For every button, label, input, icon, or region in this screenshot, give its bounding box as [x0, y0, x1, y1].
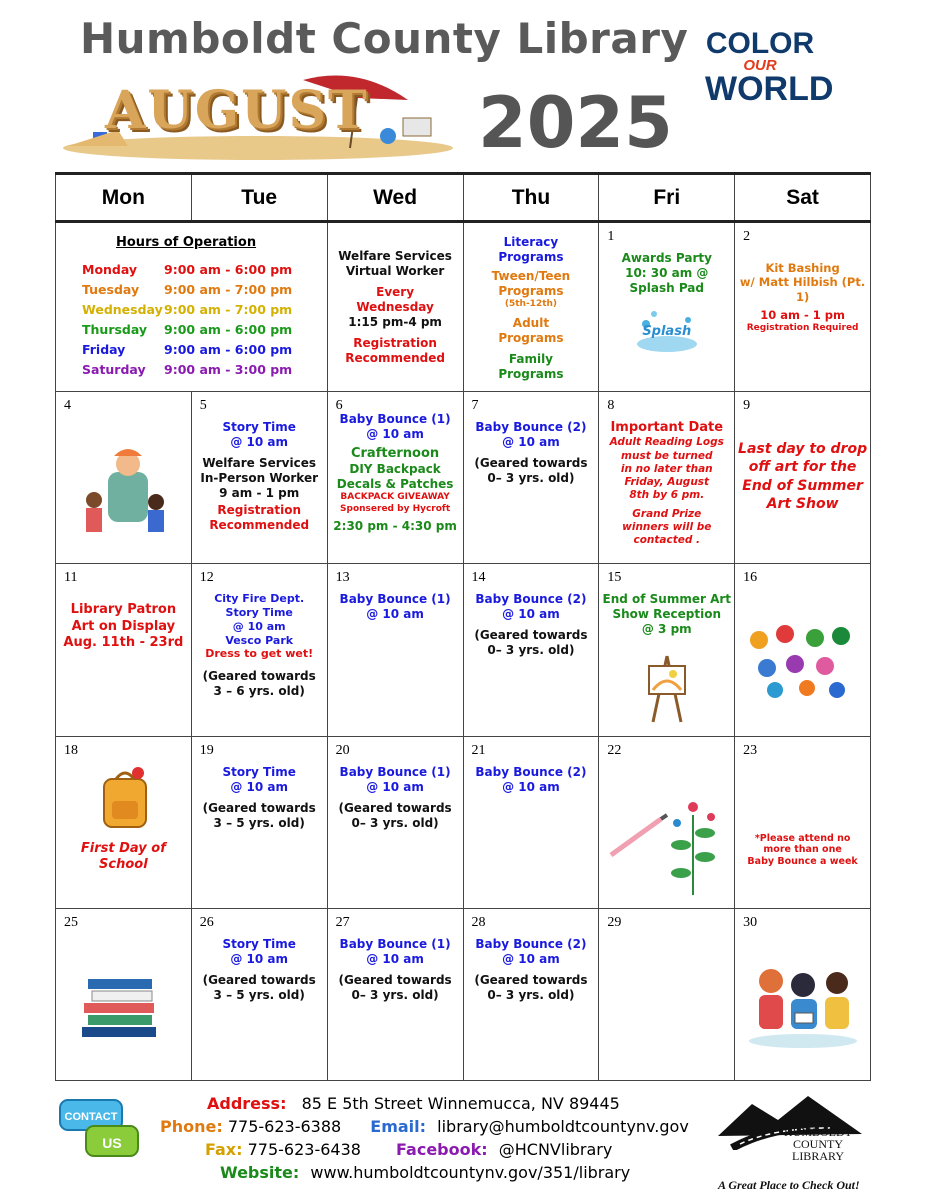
kids-reading-illustration: [743, 951, 861, 1051]
calendar-day: [191, 392, 327, 564]
day-number: 9: [743, 398, 751, 414]
calendar-day: [599, 908, 735, 1080]
day-number: 25: [64, 914, 78, 930]
day-number: 23: [743, 742, 758, 758]
facebook-value[interactable]: @HCNVlibrary: [498, 1140, 613, 1159]
phone-label: Phone:: [160, 1117, 223, 1136]
splash-pad-illustration: Splash: [599, 306, 734, 339]
day-number: 12: [199, 570, 214, 586]
calendar-day: [463, 908, 599, 1080]
calendar-day: [56, 564, 192, 736]
facebook-label: Facebook:: [396, 1140, 488, 1159]
day-number: 19: [199, 742, 214, 758]
contact-footer: [0, 1090, 927, 1200]
calendar-day: [463, 564, 599, 736]
calendar-day: [191, 564, 327, 736]
day-number: 5: [199, 398, 207, 414]
library-title: Humboldt County Library: [80, 14, 689, 63]
email-label: Email:: [370, 1117, 427, 1136]
logo-name: HUMBOLDT: [784, 1125, 852, 1139]
book-stack-illustration: [78, 975, 168, 1039]
event: Kit Bashing w/ Matt Hilbish (Pt. 1) 10 am - 1 pm Registration Required: [739, 261, 866, 333]
painted-handprints-illustration: [745, 624, 857, 700]
weekday-sat: Sat: [735, 174, 871, 222]
event: Awards Party 10: 30 am @ Splash Pad: [621, 251, 712, 296]
address-label: Address:: [207, 1094, 287, 1113]
event: Last day to drop off art for the End of Summer Art Show: [738, 441, 868, 512]
calendar-week: [56, 392, 871, 564]
logo-text: COLOR: [705, 27, 815, 60]
contact-label: CONTACT: [64, 1111, 118, 1123]
event: Welfare Services Virtual Worker Every Wednesday 1:15 pm-4 pm Registration Recommended: [338, 249, 452, 366]
day-number: 29: [607, 914, 622, 930]
calendar-day: [191, 736, 327, 908]
family-knitting-illustration: [76, 442, 172, 542]
calendar-day: [191, 908, 327, 1080]
calendar-day: [327, 908, 463, 1080]
hours-row: Friday 9:00 am - 6:00 pm: [82, 342, 293, 358]
fax-value: 775-623-6438: [247, 1140, 361, 1159]
day-number: 2: [743, 229, 751, 245]
event: City Fire Dept. Story Time @ 10 am Vesco Park Dress to get wet! (Geared towards 3 – 6 yrs. old): [202, 592, 316, 699]
day-number: 13: [335, 570, 350, 586]
calendar-day: [735, 736, 871, 908]
website-label: Website:: [220, 1163, 300, 1182]
event: End of Summer Art Show Reception @ 3 pm: [602, 592, 732, 637]
day-number: 11: [64, 570, 78, 586]
calendar-day: [599, 564, 735, 736]
calendar-week: [56, 564, 871, 736]
calendar-week: [56, 222, 871, 392]
day-number: 27: [335, 914, 350, 930]
calendar-day: [599, 222, 735, 392]
day-number: 18: [64, 742, 78, 758]
day-number: 4: [64, 398, 71, 414]
hours-row: Tuesday 9:00 am - 7:00 pm: [82, 282, 293, 298]
event: First Day of School: [80, 840, 166, 872]
event: Baby Bounce (2) @ 10 am (Geared towards 0– 3 yrs. old): [474, 592, 588, 658]
day-number: 30: [743, 914, 758, 930]
hours-row: Wednesday 9:00 am - 7:00 pm: [82, 302, 293, 318]
day-number: 6: [335, 398, 343, 414]
calendar-day: [327, 736, 463, 908]
calendar-day: [463, 222, 599, 392]
phone-value[interactable]: 775-623-6388: [227, 1117, 342, 1136]
day-number: 14: [471, 570, 486, 586]
calendar-day: [463, 392, 599, 564]
calendar-day: [327, 564, 463, 736]
website-value[interactable]: www.humboldtcountynv.gov/351/library: [310, 1163, 631, 1182]
calendar-day: [56, 908, 192, 1080]
hours-of-operation: [56, 222, 328, 392]
weekday-header-row: [56, 174, 871, 222]
color-our-world-logo: [705, 27, 834, 108]
paintbrush-flower-illustration: [605, 795, 729, 901]
logo-name: COUNTY: [793, 1137, 843, 1151]
calendar-day: [735, 222, 871, 392]
year-heading: 2025: [478, 82, 673, 164]
calendar-grid: [55, 172, 871, 1081]
weekday-fri: Fri: [599, 174, 735, 222]
weekday-wed: Wed: [327, 174, 463, 222]
logo-text: WORLD: [705, 69, 834, 108]
hours-row: Saturday 9:00 am - 3:00 pm: [82, 362, 293, 378]
day-number: 8: [607, 398, 615, 414]
event: Library Patron Art on Display Aug. 11th - 23rd: [63, 602, 184, 650]
calendar-day: [56, 392, 192, 564]
day-number: 7: [471, 398, 479, 414]
address-value: 85 E 5th Street Winnemucca, NV 89445: [301, 1094, 620, 1113]
hours-heading: Hours of Operation: [116, 235, 257, 251]
easel-icon: [643, 652, 691, 724]
event: Baby Bounce (2) @ 10 am: [475, 764, 587, 794]
event: Baby Bounce (1) @ 10 am Crafternoon DIY Backpack Decals & Patches BACKPACK GIVEAWAY Sponsered by Hycroft 2:30 pm - 4:30 pm: [333, 412, 457, 533]
email-value[interactable]: library@humboldtcountynv.gov: [437, 1117, 689, 1136]
website-line: [220, 1163, 630, 1182]
event: Story Time @ 10 am Welfare Services In-Person Worker 9 am - 1 pm Registration Recommended: [200, 420, 319, 533]
day-number: 15: [607, 570, 622, 586]
hours-row: Monday 9:00 am - 6:00 pm: [82, 262, 293, 278]
event: Baby Bounce (2) @ 10 am (Geared towards 0– 3 yrs. old): [474, 936, 588, 1002]
weekday-mon: Mon: [56, 174, 192, 222]
weekday-tue: Tue: [191, 174, 327, 222]
day-number: 21: [471, 742, 486, 758]
phone-email-line: [160, 1117, 689, 1136]
event: Important Date Adult Reading Logs must be turned in no later than Friday, August 8th by 6 pm. Grand Prize winners will be contacted .: [609, 420, 724, 547]
event: Baby Bounce (1) @ 10 am (Geared towards 0– 3 yrs. old): [338, 936, 452, 1002]
humboldt-county-library-logo: [712, 1090, 882, 1198]
address-line: [207, 1094, 620, 1113]
backpack-illustration: [98, 765, 152, 831]
day-number: 22: [607, 742, 622, 758]
day-number: 16: [743, 570, 758, 586]
calendar-day: [735, 908, 871, 1080]
day-number: 1: [607, 229, 615, 245]
event: Baby Bounce (1) @ 10 am: [339, 592, 451, 622]
event: Story Time @ 10 am (Geared towards 3 – 5 yrs. old): [202, 764, 316, 830]
fax-label: Fax:: [205, 1140, 243, 1159]
day-number: 28: [471, 914, 486, 930]
logo-text: OUR: [743, 56, 777, 74]
weekday-thu: Thu: [463, 174, 599, 222]
month-heading: AUGUST: [105, 80, 369, 141]
event: Baby Bounce (1) @ 10 am (Geared towards 0– 3 yrs. old): [338, 764, 452, 830]
logo-tagline: A Great Place to Check Out!: [718, 1178, 860, 1192]
calendar-day: [735, 564, 871, 736]
contact-label: US: [102, 1135, 122, 1151]
calendar-day: [599, 736, 735, 908]
calendar-week: [56, 736, 871, 908]
event: Baby Bounce (2) @ 10 am (Geared towards 0– 3 yrs. old): [474, 420, 588, 486]
calendar-day: [327, 222, 463, 392]
logo-name: LIBRARY: [791, 1149, 844, 1163]
calendar-week: [56, 908, 871, 1080]
calendar-day: [463, 736, 599, 908]
event: Literacy Programs Tween/Teen Programs (5th-12th) Adult Programs Family Programs: [491, 235, 571, 382]
day-number: 20: [335, 742, 350, 758]
contact-us-icon[interactable]: [58, 1096, 142, 1166]
event: Story Time @ 10 am (Geared towards 3 – 5 yrs. old): [202, 936, 316, 1002]
fax-facebook-line: [205, 1140, 612, 1159]
calendar-day: [327, 392, 463, 564]
calendar-day: [56, 736, 192, 908]
calendar-day: [599, 392, 735, 564]
calendar-day: [735, 392, 871, 564]
day-number: 26: [199, 914, 214, 930]
event: *Please attend no more than one Baby Bounce a week: [747, 832, 858, 868]
hours-row: Thursday 9:00 am - 6:00 pm: [82, 322, 293, 338]
